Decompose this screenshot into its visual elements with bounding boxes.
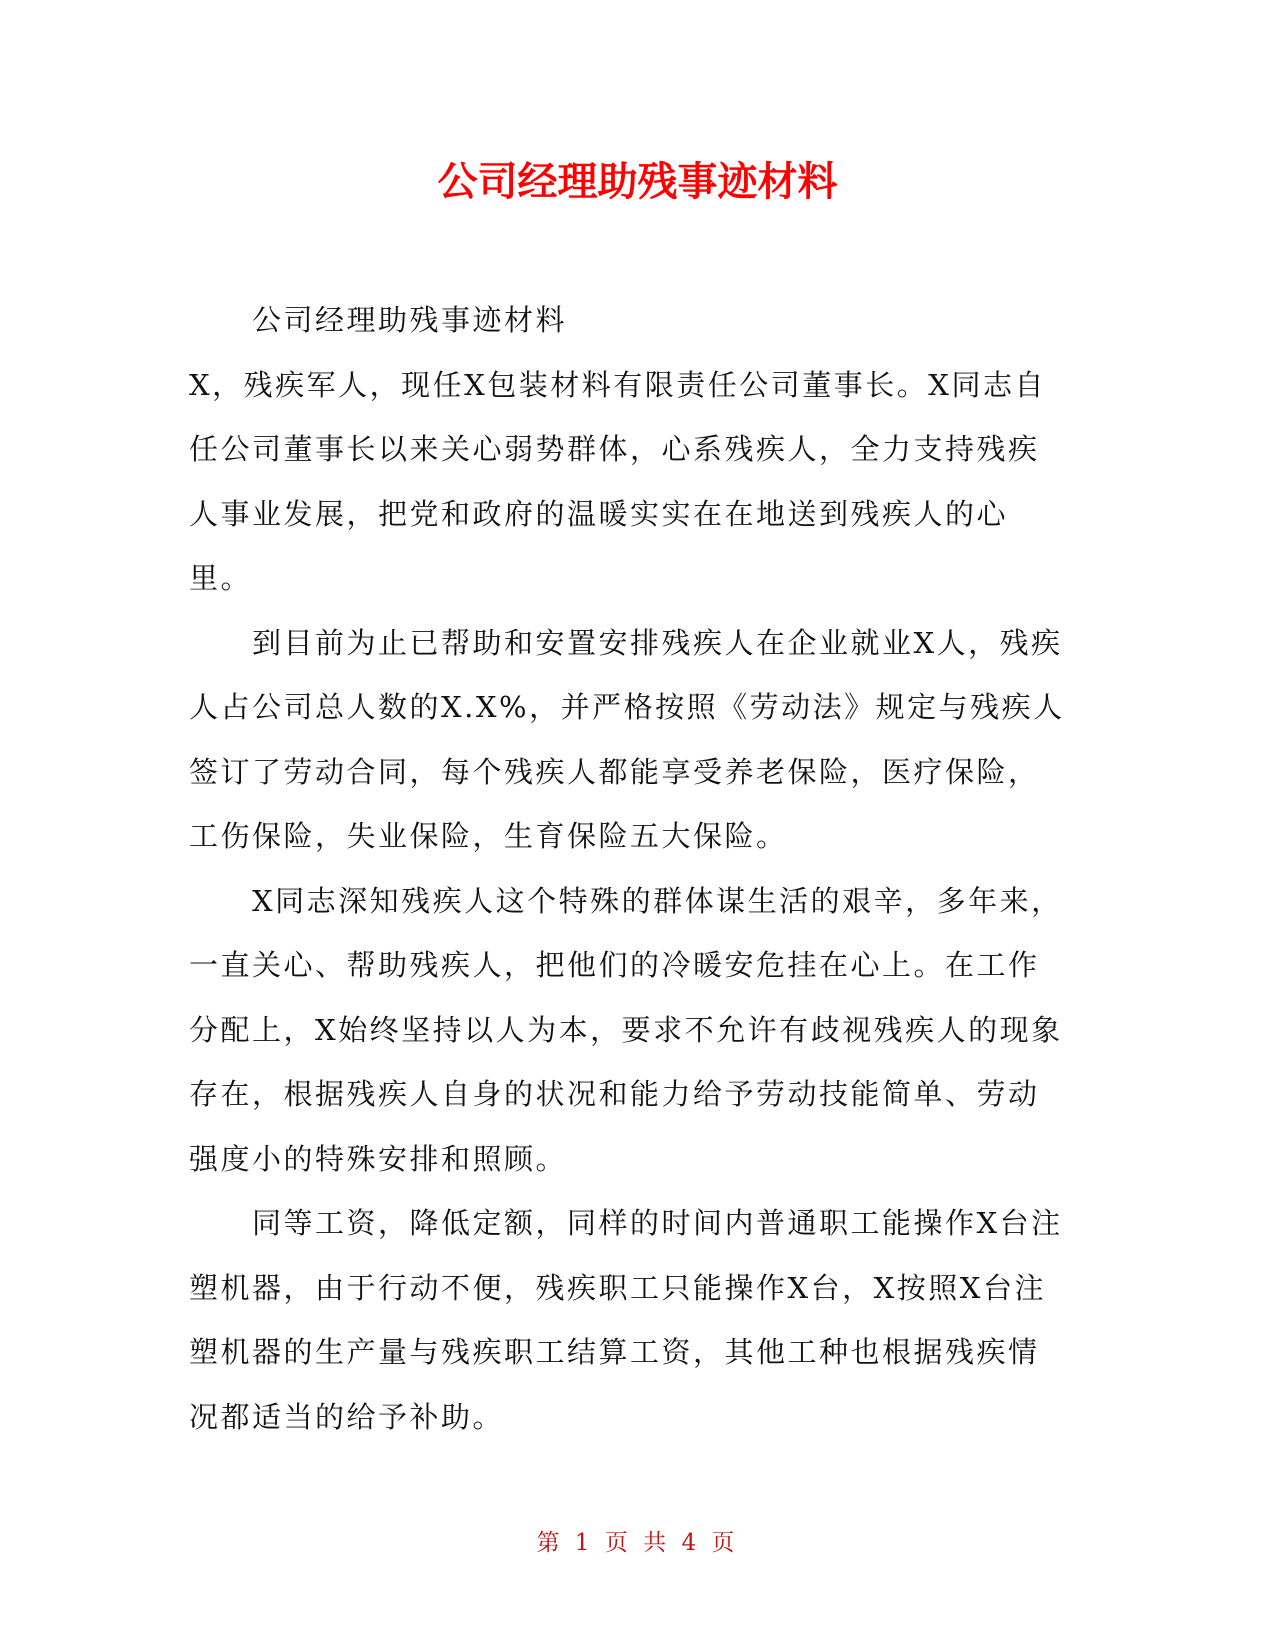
footer-current-page: 1 xyxy=(574,1530,594,1556)
paragraph-wages: 同等工资，降低定额，同样的时间内普通职工能操作X台注塑机器，由于行动不便，残疾职工只能操作X台，X按照X台注塑机器的生产量与残疾职工结算工资，其他工种也根据残疾情况都适当的给予补助。 xyxy=(189,1206,1063,1434)
footer-middle: 页 共 xyxy=(604,1530,671,1556)
footer-suffix: 页 xyxy=(711,1530,739,1556)
footer-prefix: 第 xyxy=(536,1530,564,1556)
page-footer xyxy=(0,1528,1275,1558)
paragraph-intro: X，残疾军人，现任X包装材料有限责任公司董事长。X同志自任公司董事长以来关心弱势群体，心系残疾人，全力支持残疾人事业发展，把党和政府的温暖实实在在地送到残疾人的心里。 xyxy=(189,367,1046,595)
paragraph-care: X同志深知残疾人这个特殊的群体谋生活的艰辛，多年来，一直关心、帮助残疾人，把他们的冷暖安危挂在心上。在工作分配上，X始终坚持以人为本，要求不允许有歧视残疾人的现象存在，根据残疾人自身的状况和能力给予劳动技能简单、劳动强度小的特殊安排和照顾。 xyxy=(189,883,1063,1176)
document-body xyxy=(189,288,1069,1449)
paragraph-subtitle: 公司经理助残事迹材料 xyxy=(252,303,568,337)
paragraph-employment: 到目前为止已帮助和安置安排残疾人在企业就业X人，残疾人占公司总人数的X.X%，并严格按照《劳动法》规定与残疾人签订了劳动合同，每个残疾人都能享受养老保险，医疗保险，工伤保险，失业保险，生育保险五大保险。 xyxy=(189,625,1065,853)
footer-total-pages: 4 xyxy=(681,1530,701,1556)
document-title: 公司经理助残事迹材料 xyxy=(437,159,838,205)
